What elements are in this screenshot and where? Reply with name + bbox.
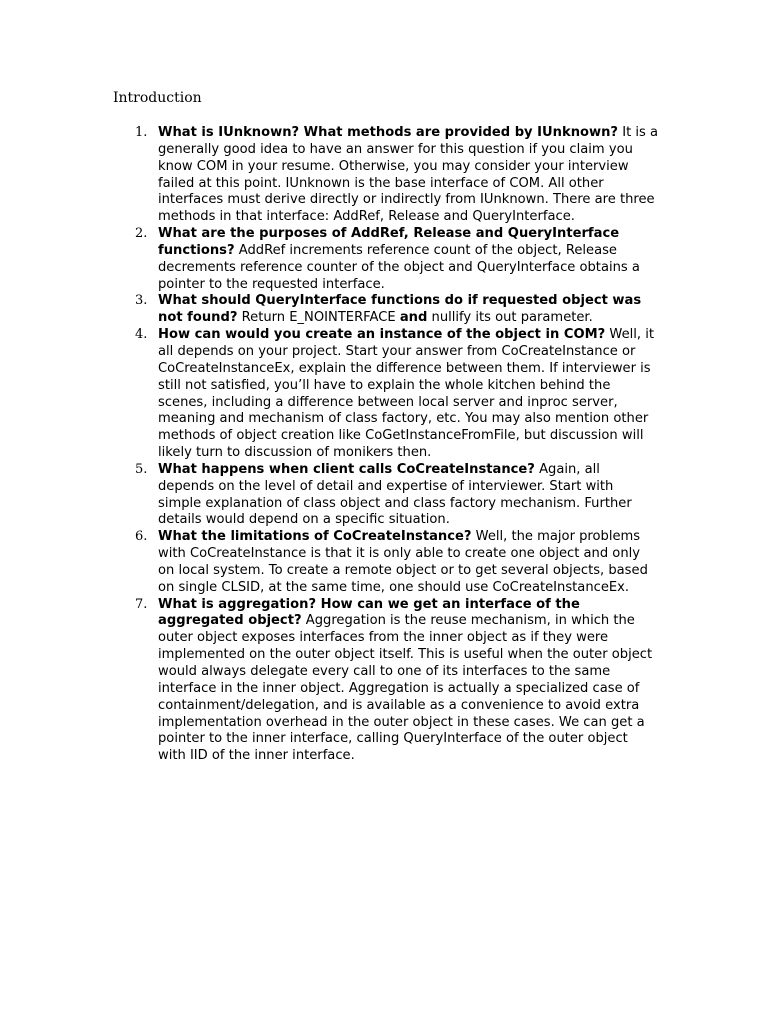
- question-list: [0, 125, 768, 765]
- answer-text: nullify its out parameter.: [431, 310, 593, 326]
- item-number: 5.: [135, 461, 148, 477]
- question-text: What is IUnknown? What methods are provided by IUnknown?: [158, 125, 619, 140]
- answer-text: Well, it all depends on your project. Start your answer from CoCreateInstance or CoCreateInstanceEx, explain the difference between them. If interviewer is still not satisfied, you’ll have to explain the whole kitchen behind the scenes, including a difference between local server and inproc server, meaning and mechanism of class factory, etc. You may also mention other methods of object creation like CoGetInstanceFromFile, but discussion will likely turn to discussion of monikers then.: [158, 327, 655, 461]
- answer-text: AddRef increments reference count of the object, Release decrements reference counter of the object and QueryInterface obtains a pointer to the requested interface.: [158, 242, 640, 292]
- answer-text: Again, all depends on the level of detail and expertise of interviewer. Start with simple explanation of class object and class factory mechanism. Further details would depend on a specific situation.: [158, 461, 632, 528]
- question-text: What should QueryInterface functions do if requested object was not found?: [158, 293, 642, 326]
- list-item: [135, 529, 658, 596]
- list-item: [135, 226, 658, 293]
- question-text: What are the purposes of AddRef, Release and QueryInterface functions?: [158, 226, 620, 258]
- item-number: 3.: [135, 293, 148, 309]
- list-item: [135, 125, 659, 226]
- list-item: [135, 596, 658, 765]
- question-text: What happens when client calls CoCreateInstance?: [158, 461, 535, 477]
- item-number: 2.: [135, 226, 148, 242]
- question-text: What is aggregation? How can we get an interface of the aggregated object?: [158, 596, 580, 629]
- item-number: 6.: [135, 529, 148, 545]
- answer-text: It is a generally good idea to have an answer for this question if you claim you know COM in your resume. Otherwise, you may consider your interview failed at this point. IUnknown is the base interface of COM. All other interfaces must derive directly or indirectly from IUnknown. There are three methods in that interface: AddRef, Release and QueryInterface.: [158, 125, 659, 225]
- answer-text: Well, the major problems with CoCreateInstance is that it is only able to create one object and only on local system. To create a remote object or to get several objects, based on single CLSID, at the same time, one should use CoCreateInstanceEx.: [158, 529, 648, 595]
- answer-bold-word: and: [399, 310, 428, 326]
- list-item: [135, 461, 658, 529]
- answer-text: Aggregation is the reuse mechanism, in which the outer object exposes interfaces from the inner object as if they were implemented on the outer object itself. This is useful when the outer object would always delegate every call to one of its interfaces to the same interface in the inner object. Aggregation is actually a specialized case of containment/delegation, and is available as a convenience to avoid extra implementation overhead in the outer object in these cases. We can get a pointer to the inner interface, calling QueryInterface of the outer object with IID of the inner interface.: [158, 613, 653, 764]
- list-item: [135, 293, 658, 327]
- answer-text: Return E_NOINTERFACE: [241, 310, 396, 326]
- item-number: 7.: [135, 596, 148, 612]
- question-text: How can would you create an instance of the object in COM?: [158, 327, 606, 343]
- question-text: What the limitations of CoCreateInstance?: [158, 529, 472, 545]
- item-number: 4.: [135, 327, 148, 343]
- section-heading: Introduction: [113, 90, 202, 106]
- item-number: 1.: [135, 125, 148, 140]
- list-item: [135, 327, 658, 462]
